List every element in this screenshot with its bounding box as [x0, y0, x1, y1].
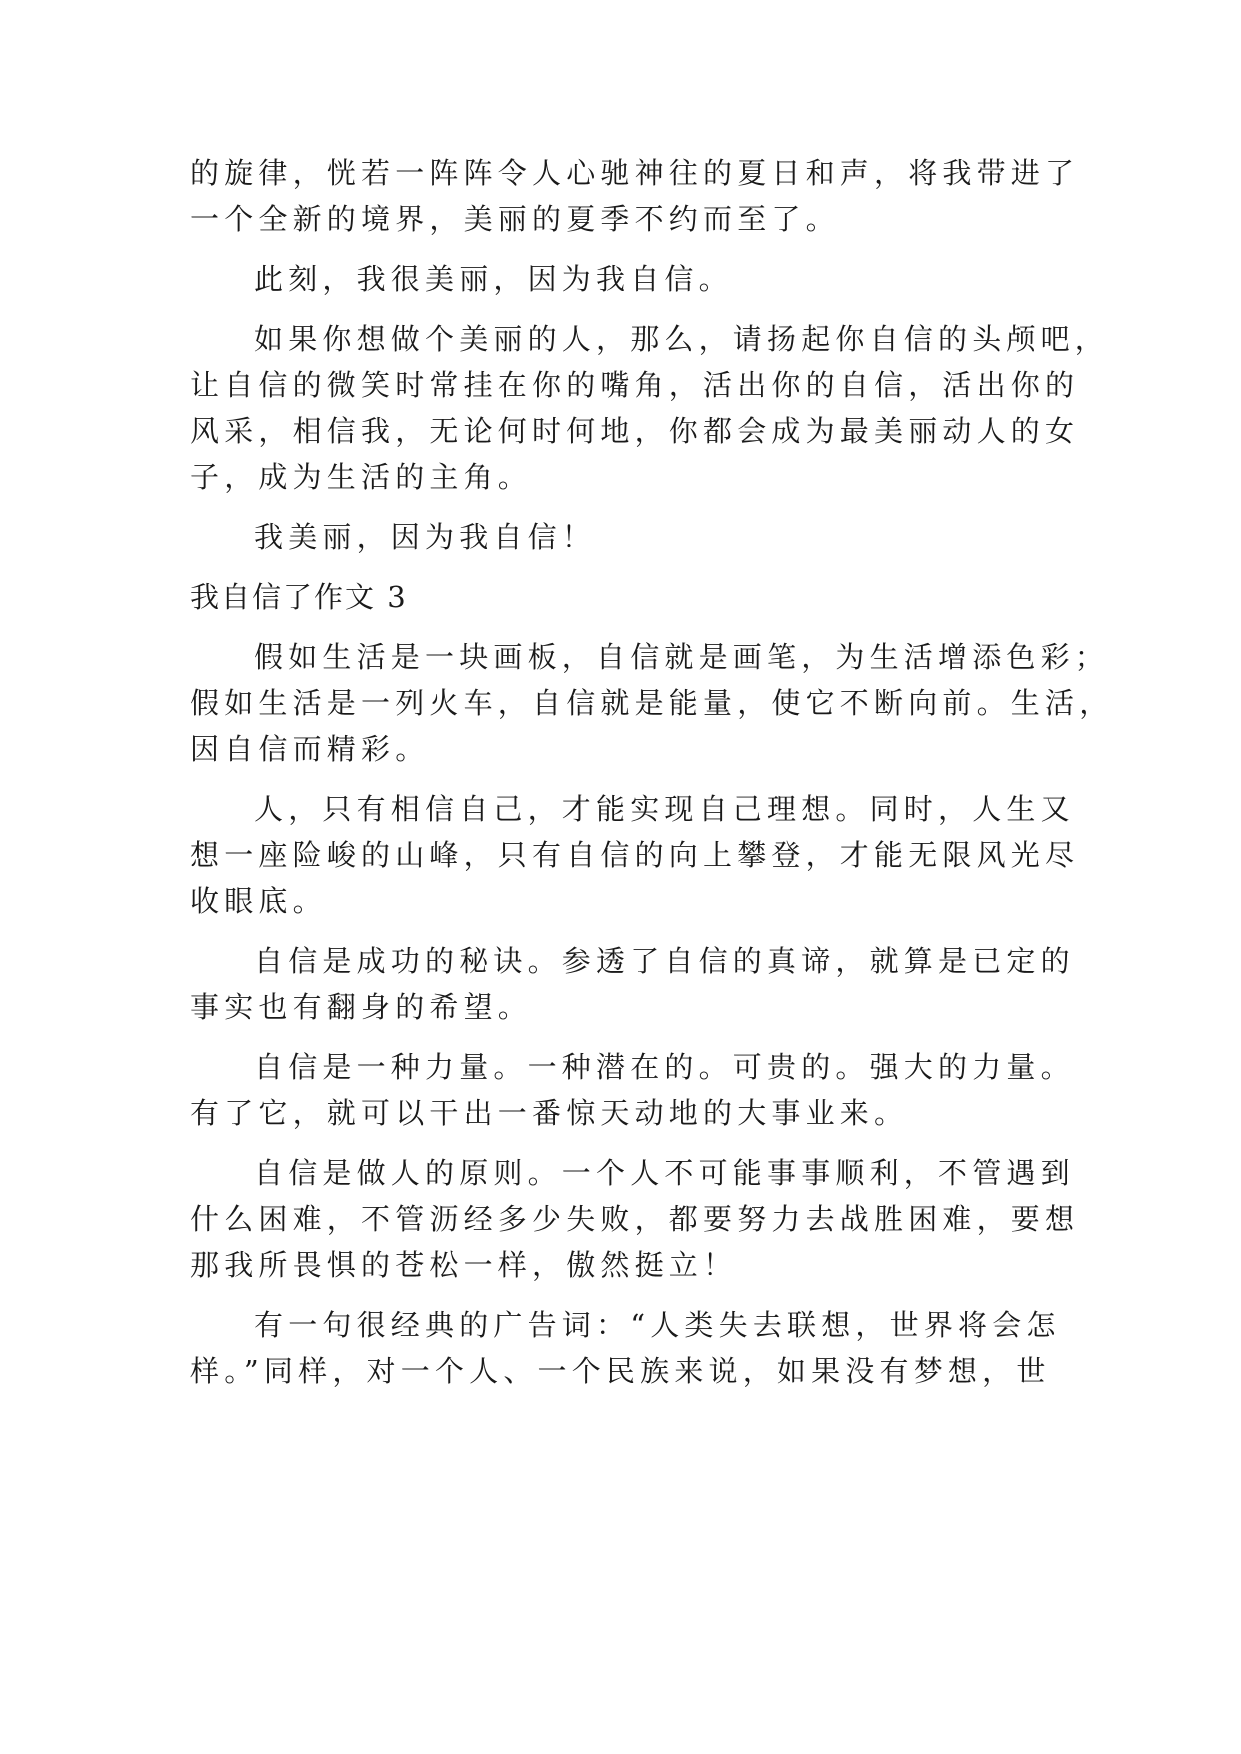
text-line: 事实也有翻身的希望。	[190, 990, 533, 1024]
text-line: 因自信而精彩。	[190, 732, 430, 766]
paragraph-start: 自信是成功的秘诀。参透了自信的真谛，就算是已定的	[254, 944, 1075, 978]
text-line: 那我所畏惧的苍松一样，傲然挺立！	[190, 1248, 738, 1282]
paragraph-start: 自信是做人的原则。一个人不可能事事顺利，不管遇到	[254, 1156, 1075, 1190]
text-line: 想一座险峻的山峰，只有自信的向上攀登，才能无限风光尽	[190, 838, 1080, 872]
document-body	[190, 150, 1114, 1394]
paragraph-start: 我美丽，因为我自信！	[254, 520, 597, 554]
text-line: 风采，相信我，无论何时何地，你都会成为最美丽动人的女	[190, 414, 1080, 448]
paragraph-start: 假如生活是一块画板，自信就是画笔，为生活增添色彩；	[254, 640, 1110, 674]
text-line: 让自信的微笑时常挂在你的嘴角，活出你的自信，活出你的	[190, 368, 1080, 402]
text-line: 的旋律，恍若一阵阵令人心驰神往的夏日和声，将我带进了	[190, 156, 1080, 190]
section-heading: 我自信了作文 3	[190, 580, 408, 614]
text-line: 样。”同样，对一个人、一个民族来说，如果没有梦想，世	[190, 1354, 1051, 1388]
text-line: 子，成为生活的主角。	[190, 460, 533, 494]
text-line: 有了它，就可以干出一番惊天动地的大事业来。	[190, 1096, 909, 1130]
paragraph-start: 人，只有相信自己，才能实现自己理想。同时，人生又	[254, 792, 1075, 826]
text-line: 一个全新的境界，美丽的夏季不约而至了。	[190, 202, 840, 236]
paragraph-start: 如果你想做个美丽的人，那么，请扬起你自信的头颅吧，	[254, 322, 1110, 356]
text-line: 什么困难，不管沥经多少失败，都要努力去战胜困难，要想	[190, 1202, 1080, 1236]
paragraph-start: 自信是一种力量。一种潜在的。可贵的。强大的力量。	[254, 1050, 1075, 1084]
paragraph-start: 此刻，我很美丽，因为我自信。	[254, 262, 733, 296]
paragraph-start: 有一句很经典的广告词：“人类失去联想，世界将会怎	[254, 1308, 1061, 1342]
text-line: 收眼底。	[190, 884, 327, 918]
text-line: 假如生活是一列火车，自信就是能量，使它不断向前。生活，	[190, 686, 1114, 720]
